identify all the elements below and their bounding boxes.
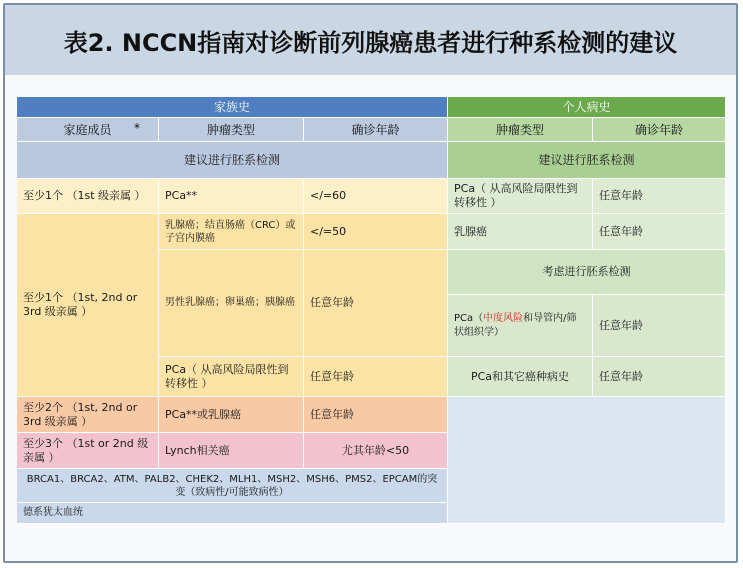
family-row1-age: </=60 bbox=[304, 179, 448, 214]
title-bar bbox=[5, 5, 736, 75]
family-row3-age: 任意年龄 bbox=[304, 397, 448, 433]
family-history-header: 家族史 bbox=[17, 97, 448, 118]
page-title: 表2. NCCN指南对诊断前列腺癌患者进行种系检测的建议 bbox=[63, 28, 678, 57]
personal-row3-tumor bbox=[448, 295, 593, 357]
personal-row3-tumor-pre: PCa（ bbox=[454, 312, 484, 324]
family-row2b-age: 任意年龄 bbox=[304, 250, 448, 357]
personal-row3-tumor-text bbox=[454, 312, 586, 340]
family-row2c-tumor: PCa（ 从高风险局限性到转移性 ） bbox=[159, 357, 304, 397]
family-row2c-age: 任意年龄 bbox=[304, 357, 448, 397]
family-ashkenazi-row: 德系犹太血统 bbox=[17, 503, 448, 524]
family-row1-tumor: PCa** bbox=[159, 179, 304, 214]
col-personal-tumor-type: 肿瘤类型 bbox=[448, 118, 593, 142]
family-genes-row: BRCA1、BRCA2、ATM、PALB2、CHEK2、MLH1、MSH2、MSH6、PMS2、EPCAM的突变（致病性/可能致病性） bbox=[17, 469, 448, 503]
family-row2a-age: </=50 bbox=[304, 214, 448, 250]
col-tumor-type: 肿瘤类型 bbox=[159, 118, 304, 142]
col-personal-diagnosis-age: 确诊年龄 bbox=[593, 118, 726, 142]
recommend-germline-family: 建议进行胚系检测 bbox=[17, 142, 448, 179]
personal-row2-age: 任意年龄 bbox=[593, 214, 726, 250]
personal-row3-age: 任意年龄 bbox=[593, 295, 726, 357]
consider-germline-personal: 考虑进行胚系检测 bbox=[448, 250, 726, 295]
personal-row4-age: 任意年龄 bbox=[593, 357, 726, 397]
family-row1-member: 至少1个 （1st 级亲属 ） bbox=[17, 179, 159, 214]
personal-row1-age: 任意年龄 bbox=[593, 179, 726, 214]
family-row4-member: 至少3个 （1st or 2nd 级亲属 ） bbox=[17, 433, 159, 469]
col-family-member bbox=[17, 118, 159, 142]
personal-row3-tumor-highlight: 中度风险 bbox=[483, 312, 524, 324]
family-row2b-tumor: 男性乳腺癌；卵巢癌；胰腺癌 bbox=[159, 250, 304, 357]
col-family-member-mark: * bbox=[134, 121, 140, 135]
family-row3-member: 至少2个 （1st, 2nd or 3rd 级亲属 ） bbox=[17, 397, 159, 433]
recommend-germline-personal: 建议进行胚系检测 bbox=[448, 142, 726, 179]
personal-row2-tumor: 乳腺癌 bbox=[448, 214, 593, 250]
family-row4-tumor: Lynch相关癌 bbox=[159, 433, 304, 469]
personal-history-header: 个人病史 bbox=[448, 97, 726, 118]
family-row2a-tumor: 乳腺癌；结直肠癌（CRC）或子宫内膜癌 bbox=[159, 214, 304, 250]
family-row3-tumor: PCa**或乳腺癌 bbox=[159, 397, 304, 433]
col-family-member-label: 家庭成员 bbox=[63, 122, 112, 137]
family-row2-member: 至少1个 （1st, 2nd or 3rd 级亲属 ） bbox=[17, 214, 159, 397]
personal-row3-tumor-post: 和导管内/筛状组织学） bbox=[454, 312, 577, 338]
personal-empty-area bbox=[448, 397, 726, 524]
family-row4-age: 尤其年龄<50 bbox=[304, 433, 448, 469]
personal-row4-tumor: PCa和其它癌种病史 bbox=[448, 357, 593, 397]
personal-row1-tumor: PCa（ 从高风险局限性到转移性 ） bbox=[448, 179, 593, 214]
col-diagnosis-age: 确诊年龄 bbox=[304, 118, 448, 142]
